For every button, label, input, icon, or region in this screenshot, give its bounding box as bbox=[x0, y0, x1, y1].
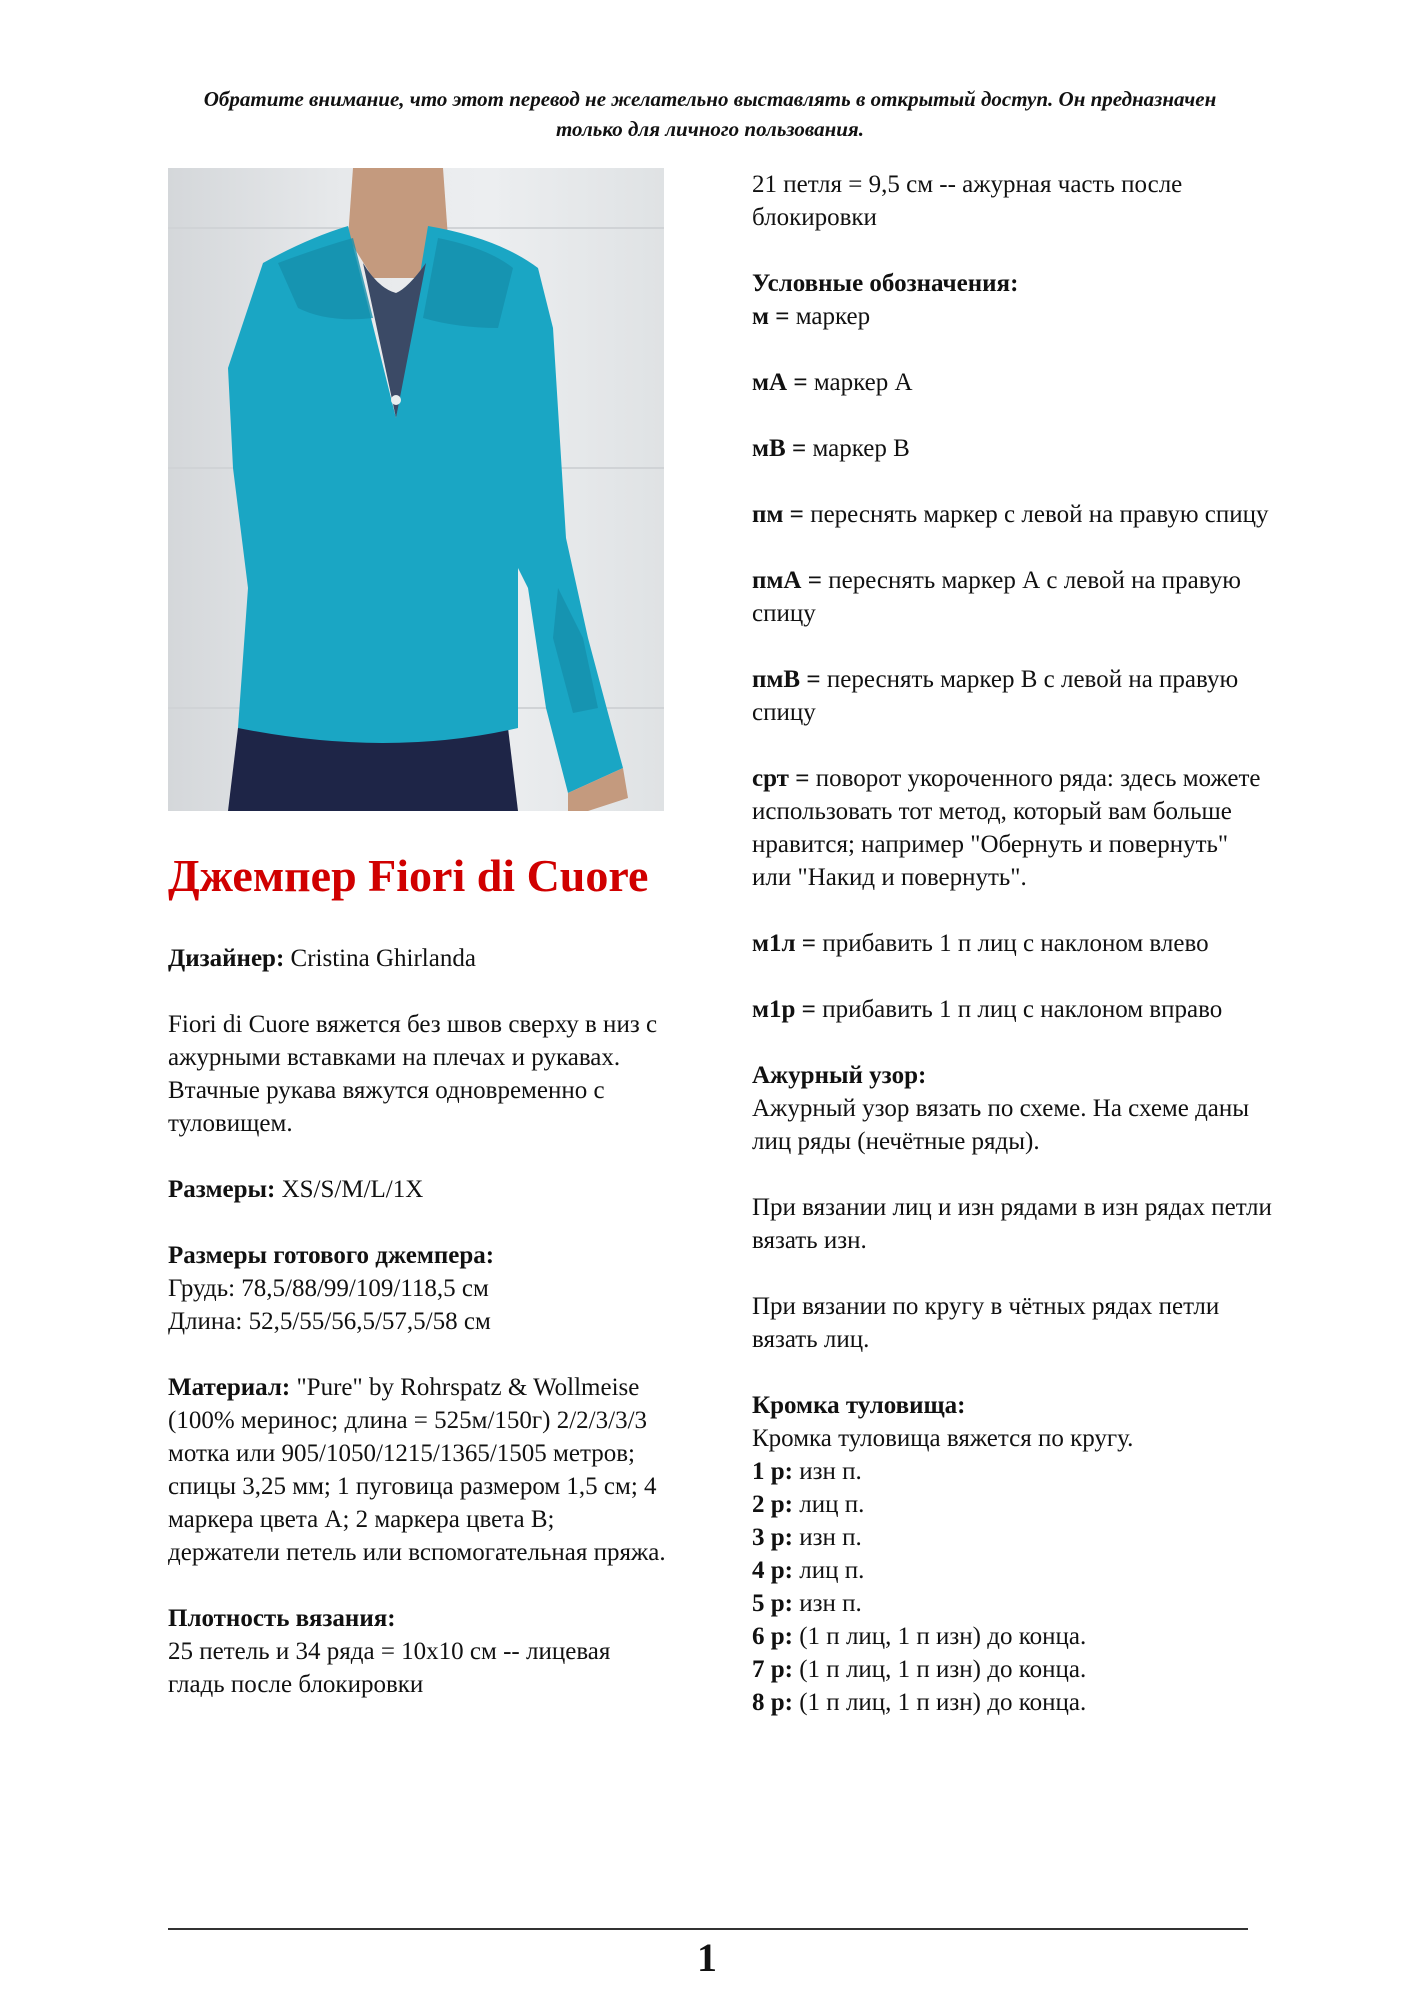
abbrev-desc: переснять маркер А с левой на правую спицу bbox=[752, 567, 1241, 627]
edge-row-label: 2 р: bbox=[752, 1491, 793, 1518]
edge-row bbox=[752, 1554, 1272, 1587]
abbrev-term: пм = bbox=[752, 501, 804, 528]
right-column bbox=[752, 168, 1272, 1752]
abbrev-desc: маркер А bbox=[807, 369, 913, 396]
finished-heading: Размеры готового джемпера: bbox=[168, 1242, 495, 1269]
abbreviations bbox=[752, 267, 1272, 333]
edge-row-label: 7 р: bbox=[752, 1656, 793, 1683]
edge-row-text: изн п. bbox=[792, 1458, 862, 1485]
edge-row-label: 8 р: bbox=[752, 1689, 793, 1716]
lace-flat-note: При вязании лиц и изн рядами в изн рядах петли вязать изн. bbox=[752, 1194, 1272, 1254]
gauge-heading: Плотность вязания: bbox=[168, 1605, 396, 1632]
sweater-illustration bbox=[168, 168, 664, 811]
intro-text: Fiori di Cuore вяжется без швов сверху в низ с ажурными вставками на плечах и рукавах. Втачные рукава вяжутся одновременно с туловищем. bbox=[168, 1011, 658, 1137]
abbrev-term: срт = bbox=[752, 765, 810, 792]
lace-round-note: При вязании по кругу в чётных рядах петли вязать лиц. bbox=[752, 1293, 1220, 1353]
page-title: Джемпер Fiori di Cuore bbox=[168, 850, 649, 901]
body-edging bbox=[752, 1389, 1272, 1719]
edge-row-label: 3 р: bbox=[752, 1524, 793, 1551]
abbrev-term: мВ = bbox=[752, 435, 807, 462]
abbrev-item bbox=[752, 927, 1272, 960]
length-measure: Длина: 52,5/55/56,5/57,5/58 см bbox=[168, 1308, 491, 1335]
edge-heading: Кромка туловища: bbox=[752, 1392, 966, 1419]
edge-row bbox=[752, 1455, 1272, 1488]
edge-row-text: лиц п. bbox=[792, 1557, 865, 1584]
abbrev-desc: прибавить 1 п лиц с наклоном влево bbox=[816, 930, 1209, 957]
abbrev-term: м1р = bbox=[752, 996, 816, 1023]
designer-label: Дизайнер: bbox=[168, 945, 285, 972]
edge-row-label: 5 р: bbox=[752, 1590, 793, 1617]
abbrev-item bbox=[752, 564, 1272, 630]
lace-heading: Ажурный узор: bbox=[752, 1062, 927, 1089]
chest-measure: Грудь: 78,5/88/99/109/118,5 см bbox=[168, 1275, 489, 1302]
edge-row-text: (1 п лиц, 1 п изн) до конца. bbox=[792, 1623, 1087, 1650]
abbrev-item bbox=[752, 993, 1272, 1026]
abbrev-item bbox=[752, 498, 1272, 531]
abbrev-term: пмВ = bbox=[752, 666, 821, 693]
page-number: 1 bbox=[697, 1935, 717, 1980]
abbrev-desc: переснять маркер В с левой на правую спицу bbox=[752, 666, 1239, 726]
edge-row bbox=[752, 1587, 1272, 1620]
sizes-label: Размеры: bbox=[168, 1176, 276, 1203]
material-label: Материал: bbox=[168, 1374, 291, 1401]
edge-row bbox=[752, 1686, 1272, 1719]
gauge-line-2: 21 петля = 9,5 см -- ажурная часть после блокировки bbox=[752, 171, 1183, 231]
abbrev-desc: переснять маркер с левой на правую спицу bbox=[803, 501, 1269, 528]
abbrev-item bbox=[752, 663, 1272, 729]
material-value: "Pure" by Rohrspatz & Wollmeise (100% меринос; длина = 525м/150г) 2/2/3/3/3 мотка или 905/1050/1215/1365/1505 метров; спицы 3,25 мм; 1 пуговица размером 1,5 см; 4 маркера цвета А; 2 маркера цвета В; держатели петель или вспомогательная пряжа. bbox=[168, 1374, 666, 1566]
designer bbox=[168, 942, 668, 975]
edge-row bbox=[752, 1521, 1272, 1554]
edge-row bbox=[752, 1488, 1272, 1521]
material bbox=[168, 1371, 668, 1569]
sweater-photo bbox=[168, 168, 664, 811]
abbrev-desc: маркер bbox=[789, 303, 871, 330]
finished-measurements bbox=[168, 1239, 668, 1338]
abbrev-item bbox=[752, 762, 1272, 894]
edge-row-label: 1 р: bbox=[752, 1458, 793, 1485]
abbrev-item bbox=[752, 366, 1272, 399]
edge-row-label: 6 р: bbox=[752, 1623, 793, 1650]
gauge bbox=[168, 1602, 668, 1701]
edge-row-text: (1 п лиц, 1 п изн) до конца. bbox=[792, 1689, 1087, 1716]
abbrev-term: мА = bbox=[752, 369, 808, 396]
abbrev-term: м = bbox=[752, 303, 790, 330]
abbrev-term: пмА = bbox=[752, 567, 822, 594]
edge-text: Кромка туловища вяжется по кругу. bbox=[752, 1425, 1134, 1452]
edge-row bbox=[752, 1653, 1272, 1686]
edge-row-text: лиц п. bbox=[792, 1491, 865, 1518]
abbrev-item bbox=[752, 432, 1272, 465]
edge-row-text: изн п. bbox=[792, 1524, 862, 1551]
abbrev-desc: прибавить 1 п лиц с наклоном вправо bbox=[815, 996, 1223, 1023]
edge-row-label: 4 р: bbox=[752, 1557, 793, 1584]
abbrev-desc: маркер В bbox=[806, 435, 910, 462]
gauge-line-1: 25 петель и 34 ряда = 10х10 см -- лицевая гладь после блокировки bbox=[168, 1638, 611, 1698]
edge-row-text: изн п. bbox=[792, 1590, 862, 1617]
edge-row-text: (1 п лиц, 1 п изн) до конца. bbox=[792, 1656, 1087, 1683]
lace-text: Ажурный узор вязать по схеме. На схеме даны лиц ряды (нечётные ряды). bbox=[752, 1095, 1250, 1155]
lace-pattern bbox=[752, 1059, 1272, 1158]
abbrev-term: м1л = bbox=[752, 930, 817, 957]
abbrev-heading: Условные обозначения: bbox=[752, 270, 1019, 297]
privacy-notice: Обратите внимание, что этот перевод не желательно выставлять в открытый доступ. Он предназначен только для личного пользования. bbox=[203, 87, 1217, 141]
designer-value: Cristina Ghirlanda bbox=[284, 945, 476, 972]
abbrev-desc: поворот укороченного ряда: здесь можете использовать тот метод, который вам больше нравится; например "Обернуть и повернуть" или "Накид и повернуть". bbox=[752, 765, 1261, 891]
edge-row bbox=[752, 1620, 1272, 1653]
sizes bbox=[168, 1173, 668, 1206]
footer-rule bbox=[168, 1928, 1248, 1930]
left-column bbox=[168, 848, 668, 1734]
sizes-value: XS/S/M/L/1X bbox=[275, 1176, 424, 1203]
